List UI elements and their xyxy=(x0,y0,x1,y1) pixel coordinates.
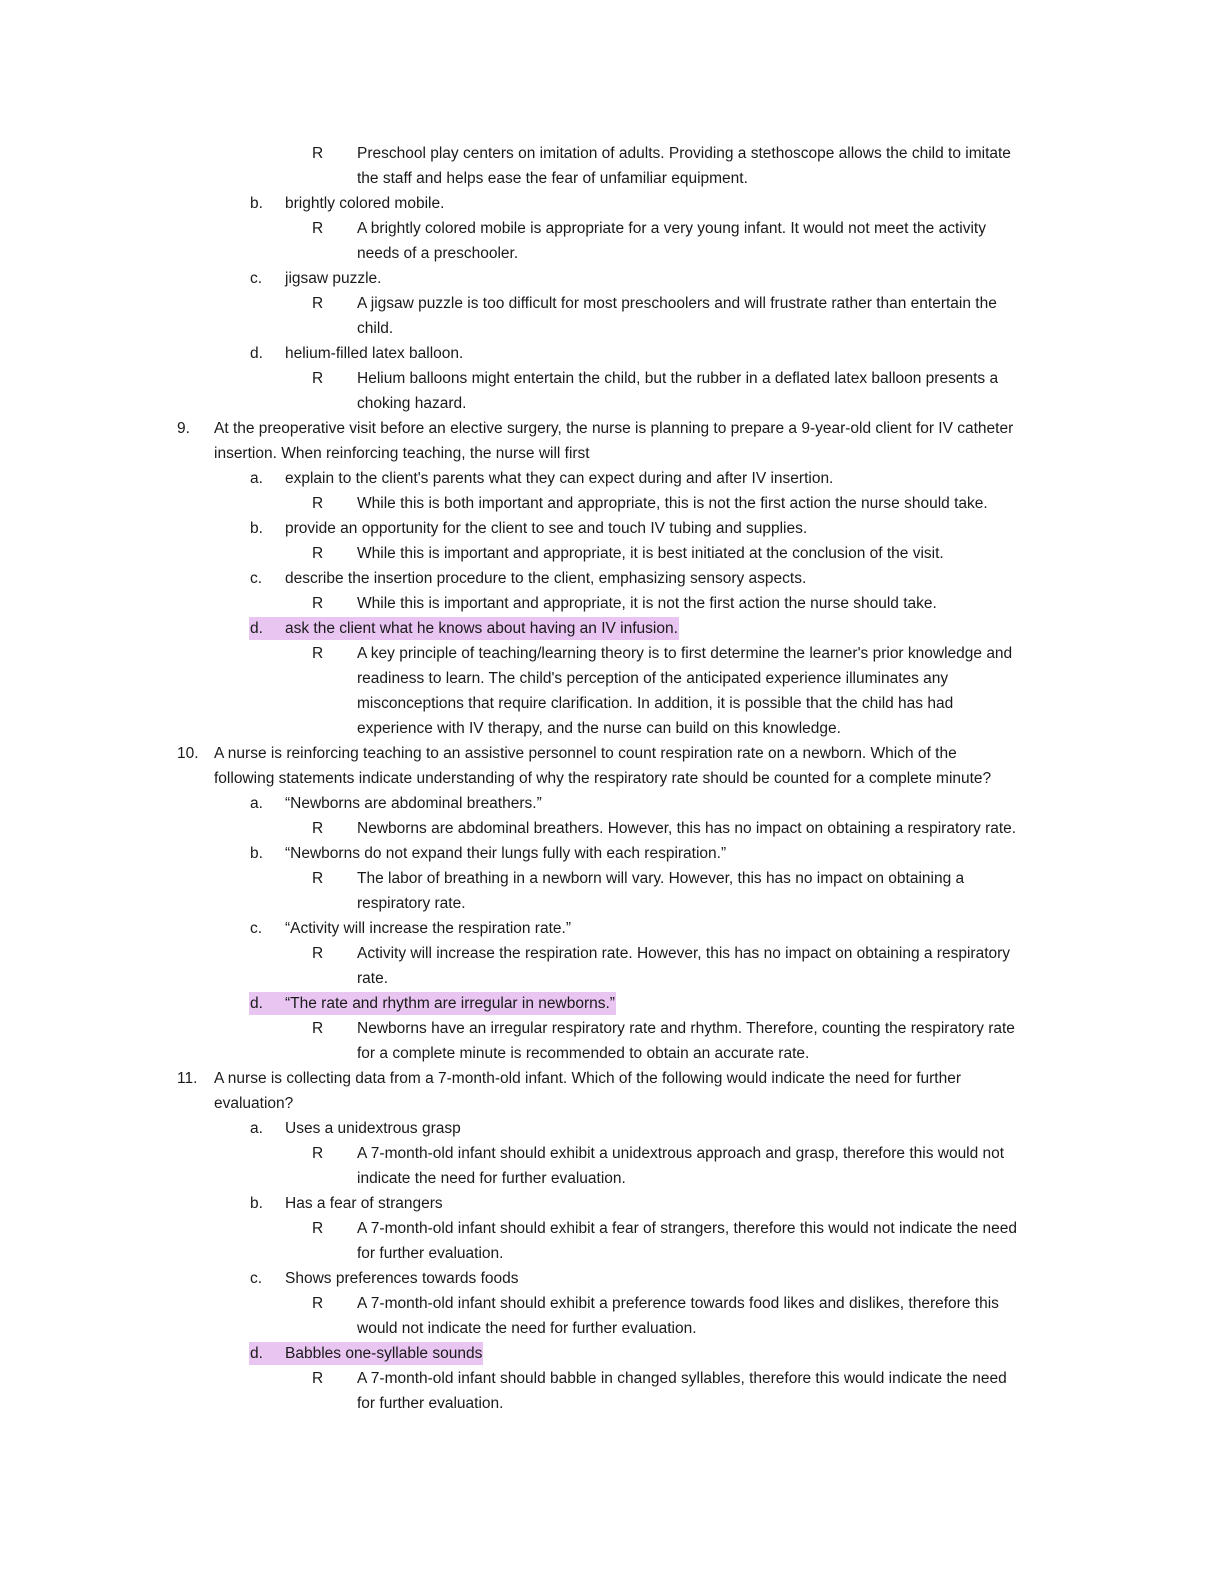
rationale-text: respiratory rate. xyxy=(357,895,466,912)
rationale-text: While this is both important and appropriate, this is not the first action the nurse should take. xyxy=(357,495,988,512)
rationale-line xyxy=(0,241,1224,266)
option-row xyxy=(0,566,1224,591)
rationale-text: Activity will increase the respiration rate. However, this has no impact on obtaining a respiratory xyxy=(357,945,1011,962)
rationale-line xyxy=(0,1016,1224,1041)
option-row xyxy=(0,841,1224,866)
question-stem-text: At the preoperative visit before an elective surgery, the nurse is planning to prepare a 9-year-old client for IV catheter xyxy=(214,420,1014,437)
option-letter: d. xyxy=(250,1345,263,1362)
option-row xyxy=(0,1266,1224,1291)
option-letter: a. xyxy=(250,470,263,487)
rationale-text: While this is important and appropriate, it is not the first action the nurse should take. xyxy=(357,595,937,612)
option-letter: c. xyxy=(250,1270,263,1287)
option-letter: d. xyxy=(250,995,263,1012)
option-row-answer xyxy=(0,991,1224,1016)
rationale-marker: R xyxy=(312,145,324,162)
option-text: brightly colored mobile. xyxy=(285,195,445,212)
rationale-text: for further evaluation. xyxy=(357,1395,504,1412)
option-letter: a. xyxy=(250,795,263,812)
rationale-line xyxy=(0,1216,1224,1241)
rationale-text: A 7-month-old infant should exhibit a fear of strangers, therefore this would not indicate the need xyxy=(357,1220,1018,1237)
question-stem-text: following statements indicate understanding of why the respiratory rate should be counted for a complete minute? xyxy=(214,770,992,787)
rationale-line xyxy=(0,641,1224,666)
rationale-marker: R xyxy=(312,820,324,837)
option-text: “Newborns do not expand their lungs fully with each respiration.” xyxy=(285,845,727,862)
option-letter: a. xyxy=(250,1120,263,1137)
rationale-text: A 7-month-old infant should exhibit a unidextrous approach and grasp, therefore this would not xyxy=(357,1145,1005,1162)
document-body xyxy=(0,141,1224,1416)
rationale-text: A 7-month-old infant should exhibit a preference towards food likes and dislikes, therefore this xyxy=(357,1295,999,1312)
question-stem-line xyxy=(0,441,1224,466)
rationale-text: for further evaluation. xyxy=(357,1245,504,1262)
rationale-marker: R xyxy=(312,1370,324,1387)
rationale-text: A key principle of teaching/learning theory is to first determine the learner's prior knowledge and xyxy=(357,645,1013,662)
rationale-line xyxy=(0,541,1224,566)
rationale-text: A jigsaw puzzle is too difficult for most preschoolers and will frustrate rather than entertain the xyxy=(357,295,997,312)
rationale-line xyxy=(0,691,1224,716)
question-9 xyxy=(0,416,1224,741)
rationale-line xyxy=(0,391,1224,416)
question-number: 9. xyxy=(177,420,190,437)
option-row xyxy=(0,516,1224,541)
option-letter: c. xyxy=(250,270,263,287)
rationale-marker: R xyxy=(312,295,324,312)
rationale-line xyxy=(0,866,1224,891)
option-row xyxy=(0,1116,1224,1141)
option-row xyxy=(0,341,1224,366)
option-row xyxy=(0,266,1224,291)
rationale-line xyxy=(0,816,1224,841)
question-number: 10. xyxy=(177,745,199,762)
option-text: Babbles one-syllable sounds xyxy=(285,1345,483,1362)
option-letter: b. xyxy=(250,1195,263,1212)
option-row xyxy=(0,191,1224,216)
question-stem-line xyxy=(0,1091,1224,1116)
rationale-text: While this is important and appropriate, it is best initiated at the conclusion of the visit. xyxy=(357,545,944,562)
rationale-text: The labor of breathing in a newborn will vary. However, this has no impact on obtaining a xyxy=(357,870,965,887)
rationale-text: readiness to learn. The child's perception of the anticipated experience illuminates any xyxy=(357,670,949,687)
option-letter: b. xyxy=(250,845,263,862)
option-text: ask the client what he knows about having an IV infusion. xyxy=(285,620,678,637)
option-letter: c. xyxy=(250,920,263,937)
rationale-line xyxy=(0,166,1224,191)
rationale-text: would not indicate the need for further evaluation. xyxy=(357,1320,697,1337)
question-stem-line xyxy=(0,1066,1224,1091)
rationale-line xyxy=(0,491,1224,516)
option-text: Uses a unidextrous grasp xyxy=(285,1120,461,1137)
option-row xyxy=(0,791,1224,816)
question-stem-line xyxy=(0,416,1224,441)
rationale-line xyxy=(0,291,1224,316)
rationale-text: Newborns are abdominal breathers. However, this has no impact on obtaining a respiratory rate. xyxy=(357,820,1017,837)
rationale-text: experience with IV therapy, and the nurse can build on this knowledge. xyxy=(357,720,841,737)
rationale-line xyxy=(0,1241,1224,1266)
rationale-text: the staff and helps ease the fear of unfamiliar equipment. xyxy=(357,170,748,187)
rationale-marker: R xyxy=(312,220,324,237)
rationale-line xyxy=(0,1316,1224,1341)
question-stem-text: A nurse is collecting data from a 7-month-old infant. Which of the following would indicate the need for further xyxy=(214,1070,961,1087)
rationale-text: needs of a preschooler. xyxy=(357,245,519,262)
rationale-marker: R xyxy=(312,545,324,562)
option-letter: d. xyxy=(250,345,263,362)
rationale-line xyxy=(0,1141,1224,1166)
rationale-marker: R xyxy=(312,870,324,887)
option-row xyxy=(0,466,1224,491)
rationale-line xyxy=(0,1166,1224,1191)
option-text: “Newborns are abdominal breathers.” xyxy=(285,795,542,812)
rationale-text: A brightly colored mobile is appropriate for a very young infant. It would not meet the activity xyxy=(357,220,986,237)
rationale-marker: R xyxy=(312,645,324,662)
rationale-marker: R xyxy=(312,495,324,512)
rationale-marker: R xyxy=(312,1220,324,1237)
rationale-line xyxy=(0,216,1224,241)
option-letter: b. xyxy=(250,195,263,212)
question-11 xyxy=(0,1066,1224,1416)
option-letter: c. xyxy=(250,570,263,587)
rationale-line xyxy=(0,591,1224,616)
option-text: helium-filled latex balloon. xyxy=(285,345,464,362)
rationale-text: Preschool play centers on imitation of adults. Providing a stethoscope allows the child to imitate xyxy=(357,145,1011,162)
option-row xyxy=(0,916,1224,941)
rationale-marker: R xyxy=(312,945,324,962)
rationale-line xyxy=(0,1366,1224,1391)
question-number: 11. xyxy=(177,1070,198,1087)
option-letter: d. xyxy=(250,620,263,637)
option-text: “The rate and rhythm are irregular in newborns.” xyxy=(285,995,615,1012)
option-letter: b. xyxy=(250,520,263,537)
rationale-text: choking hazard. xyxy=(357,395,467,412)
option-text: describe the insertion procedure to the client, emphasizing sensory aspects. xyxy=(285,570,807,587)
rationale-line xyxy=(0,316,1224,341)
rationale-marker: R xyxy=(312,1020,324,1037)
option-text: Has a fear of strangers xyxy=(285,1195,443,1212)
rationale-line xyxy=(0,1291,1224,1316)
option-text: jigsaw puzzle. xyxy=(285,270,382,287)
rationale-text: Helium balloons might entertain the child, but the rubber in a deflated latex balloon presents a xyxy=(357,370,999,387)
rationale-line xyxy=(0,891,1224,916)
option-text: explain to the client's parents what they can expect during and after IV insertion. xyxy=(285,470,834,487)
option-row xyxy=(0,1191,1224,1216)
rationale-text: Newborns have an irregular respiratory rate and rhythm. Therefore, counting the respiratory rate xyxy=(357,1020,1015,1037)
question-stem-text: evaluation? xyxy=(214,1095,294,1112)
rationale-text: child. xyxy=(357,320,394,337)
question-stem-line xyxy=(0,766,1224,791)
rationale-text: indicate the need for further evaluation. xyxy=(357,1170,626,1187)
question-stem-line xyxy=(0,741,1224,766)
rationale-text: misconceptions that require clarification. In addition, it is possible that the child has had xyxy=(357,695,954,712)
rationale-line xyxy=(0,666,1224,691)
rationale-line xyxy=(0,141,1224,166)
rationale-marker: R xyxy=(312,1295,324,1312)
rationale-line xyxy=(0,366,1224,391)
question-stem-text: insertion. When reinforcing teaching, the nurse will first xyxy=(214,445,590,462)
rationale-line xyxy=(0,966,1224,991)
option-row-answer xyxy=(0,616,1224,641)
rationale-line xyxy=(0,1391,1224,1416)
option-text: provide an opportunity for the client to see and touch IV tubing and supplies. xyxy=(285,520,808,537)
option-row-answer xyxy=(0,1341,1224,1366)
rationale-text: rate. xyxy=(357,970,389,987)
rationale-text: for a complete minute is recommended to obtain an accurate rate. xyxy=(357,1045,810,1062)
rationale-marker: R xyxy=(312,370,324,387)
rationale-line xyxy=(0,1041,1224,1066)
rationale-line xyxy=(0,941,1224,966)
rationale-line xyxy=(0,716,1224,741)
question-10 xyxy=(0,741,1224,1066)
rationale-marker: R xyxy=(312,1145,324,1162)
option-text: “Activity will increase the respiration rate.” xyxy=(285,920,571,937)
option-text: Shows preferences towards foods xyxy=(285,1270,519,1287)
question-8-continued xyxy=(0,141,1224,416)
rationale-marker: R xyxy=(312,595,324,612)
rationale-text: A 7-month-old infant should babble in changed syllables, therefore this would indicate the need xyxy=(357,1370,1007,1387)
question-stem-text: A nurse is reinforcing teaching to an assistive personnel to count respiration rate on a newborn. Which of the xyxy=(214,745,957,762)
